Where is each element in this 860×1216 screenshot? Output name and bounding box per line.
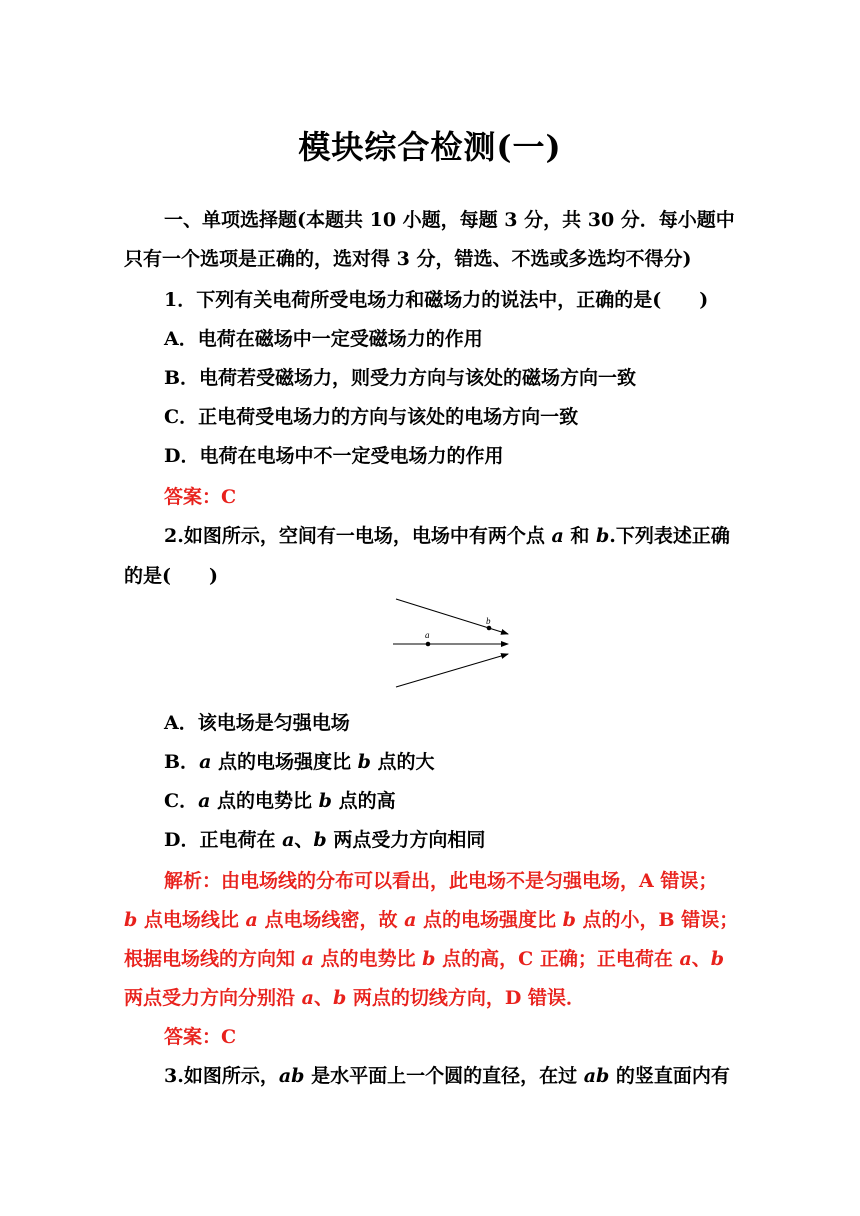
text: C． (164, 790, 199, 812)
text: 点的电势比 (210, 790, 319, 812)
var: a (301, 987, 314, 1009)
q1-option-a: A．电荷在磁场中一定受磁场力的作用 (164, 328, 483, 350)
var: a (404, 909, 417, 931)
text: 根据电场线的方向知 (124, 948, 302, 970)
text: 两点受力方向相同 (326, 829, 486, 851)
section-heading-line2: 只有一个选项是正确的，选对得 3 分，错选、不选或多选均不得分) (124, 248, 692, 270)
text: 是水平面上一个圆的直径，在过 (304, 1065, 584, 1087)
text: 3.如图所示， (164, 1065, 279, 1087)
q2-stem-line1 (164, 521, 784, 548)
field-line-top (396, 599, 508, 634)
text: 点的大 (370, 751, 435, 773)
q1-option-c: C．正电荷受电场力的方向与该处的电场方向一致 (164, 406, 579, 428)
q1-stem: 1．下列有关电荷所受电场力和磁场力的说法中，正确的是( ) (164, 289, 709, 311)
text: 两点受力方向分别沿 (124, 987, 302, 1009)
analysis-label: 解析： (164, 870, 222, 892)
var-ab: ab (583, 1065, 610, 1087)
text: 点的电场强度比 (416, 909, 563, 931)
q2-analysis-line3 (124, 944, 744, 971)
text: 点电场线密，故 (257, 909, 405, 931)
text: 的竖直面内有 (609, 1065, 730, 1087)
text: 点的高，C 正确；正电荷在 (435, 948, 680, 970)
label-b: b (486, 616, 491, 626)
q2-stem-line2: 的是( ) (124, 565, 218, 587)
text: 点的电势比 (313, 948, 423, 970)
var-a: a (551, 525, 564, 547)
text: 、 (313, 987, 333, 1009)
var-b: b (596, 525, 610, 547)
label-a: a (425, 630, 430, 640)
q2-option-a: A．该电场是匀强电场 (164, 712, 350, 734)
var: b (318, 790, 332, 812)
q3-stem-line1 (164, 1061, 784, 1088)
var: a (679, 948, 692, 970)
var: b (422, 948, 436, 970)
var-ab: ab (278, 1065, 305, 1087)
var: b (357, 751, 371, 773)
q2-analysis-line2 (124, 905, 744, 932)
var: a (245, 909, 258, 931)
var: a (198, 790, 211, 812)
var: a (199, 751, 212, 773)
q2-option-d (164, 825, 784, 852)
text: 、 (294, 829, 314, 851)
point-b (487, 626, 492, 631)
point-a (426, 642, 431, 647)
q2-option-c (164, 786, 784, 813)
text: 和 (563, 525, 596, 547)
text: .下列表述正确 (609, 525, 730, 547)
answer-label: 答案： (164, 486, 222, 508)
text: 点的高 (331, 790, 396, 812)
var: b (124, 909, 138, 931)
text: 两点的切线方向，D 错误． (346, 987, 585, 1009)
text: 点电场线比 (137, 909, 246, 931)
var: b (562, 909, 576, 931)
text: D．正电荷在 (164, 829, 283, 851)
text: 、 (691, 948, 711, 970)
text: 点的小，B 错误； (575, 909, 739, 931)
text: 2.如图所示，空间有一电场，电场中有两个点 (164, 525, 552, 547)
section-heading-line1: 一、单项选择题(本题共 10 小题，每题 3 分，共 30 分．每小题中 (164, 209, 735, 231)
page-title: 模块综合检测(一) (298, 128, 562, 166)
answer-value: C (221, 1026, 237, 1048)
electric-field-figure (390, 596, 516, 690)
text: 由电场线的分布可以看出，此电场不是匀强电场，A 错误； (221, 870, 718, 892)
var: b (710, 948, 725, 970)
q2-option-b (164, 747, 784, 774)
answer-label: 答案： (164, 1026, 222, 1048)
var: b (313, 829, 327, 851)
q2-analysis-line1 (164, 866, 784, 893)
var: a (282, 829, 295, 851)
var: b (332, 987, 347, 1009)
answer-value: C (221, 486, 237, 508)
q1-option-b: B．电荷若受磁场力，则受力方向与该处的磁场方向一致 (164, 367, 637, 389)
q1-option-d: D．电荷在电场中不一定受电场力的作用 (164, 445, 504, 467)
q2-analysis-line4 (124, 983, 744, 1010)
var: a (301, 948, 314, 970)
q1-answer (164, 482, 784, 509)
text: B． (164, 751, 200, 773)
field-line-bottom (396, 654, 508, 687)
q2-answer (164, 1022, 784, 1049)
text: 点的电场强度比 (211, 751, 358, 773)
